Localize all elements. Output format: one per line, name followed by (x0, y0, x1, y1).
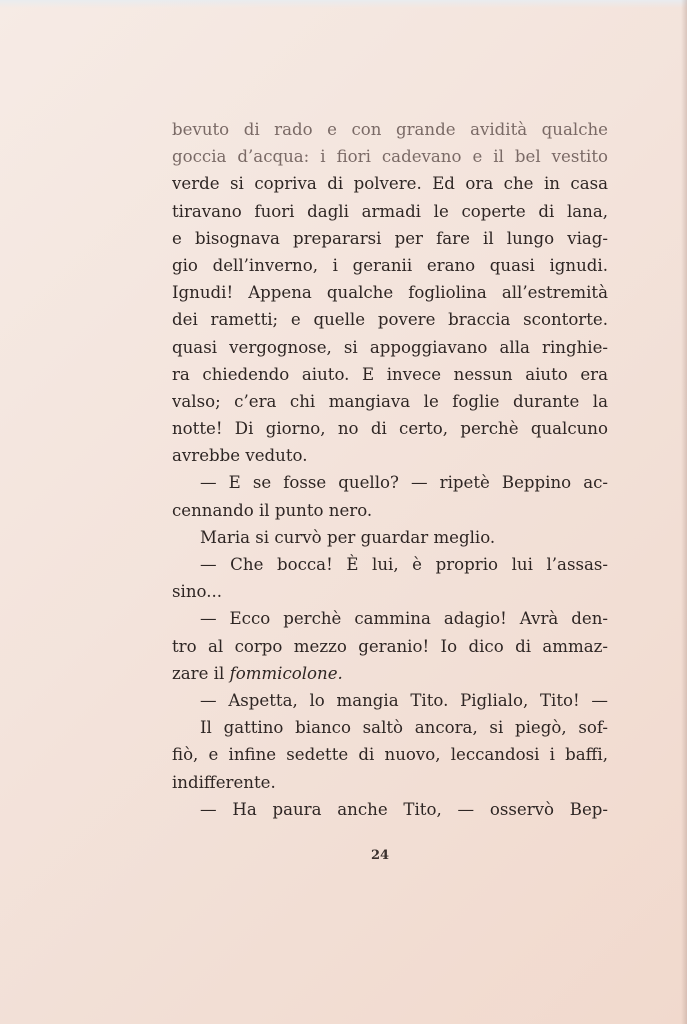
italic-word: fommicolone. (229, 663, 343, 683)
text-line: — Aspetta, lo mangia Tito. Piglialo, Tito! — (200, 690, 608, 710)
text-line: — Ha paura anche Tito, — osservò Bep- (200, 799, 608, 819)
text-line: fiò, e infine sedette di nuovo, leccandosi i baffi, (172, 745, 608, 765)
text-line: — Che bocca! È lui, è proprio lui l’assas- (200, 555, 608, 574)
text-line: quasi vergognose, si appoggiavano alla ringhie- (172, 337, 608, 357)
text-line: avrebbe veduto. (172, 446, 308, 466)
text-line-start: zare il (172, 663, 230, 683)
text-line: sino... (172, 582, 223, 602)
text-line: Ignudi! Appena qualche fogliolina all’estremità (172, 283, 608, 303)
text-line: — E se fosse quello? — ripetè Beppino ac- (200, 473, 608, 493)
text-line: Maria si curvò per guardar meglio. (200, 527, 496, 547)
text-line: goccia d’acqua: i fiori cadevano e il bel vestito (172, 147, 608, 167)
text-line: verde si copriva di polvere. Ed ora che in casa (172, 174, 608, 194)
body-text (172, 116, 608, 823)
text-line: Il gattino bianco saltò ancora, si piegò, sof- (200, 718, 608, 738)
text-line: ra chiedendo aiuto. E invece nessun aiuto era (172, 364, 608, 384)
text-line: indifferente. (172, 772, 276, 792)
text-line: bevuto di rado e con grande avidità qualche (172, 120, 608, 139)
text-line: e bisognava prepararsi per fare il lungo viag- (172, 228, 608, 248)
text-line: dei rametti; e quelle povere braccia scontorte. (172, 310, 608, 330)
text-line: — Ecco perchè cammina adagio! Avrà den- (200, 609, 608, 629)
text-line: notte! Di giorno, no di certo, perchè qualcuno (172, 419, 608, 439)
text-line: tro al corpo mezzo geranio! Io dico di ammaz- (172, 636, 608, 656)
text-line (172, 660, 608, 687)
text-line: tiravano fuori dagli armadi le coperte di lana, (172, 201, 608, 221)
text-line: gio dell’inverno, i geranii erano quasi ignudi. (172, 255, 608, 275)
page-right-edge (681, 0, 687, 1024)
text-line: valso; c’era chi mangiava le foglie durante la (172, 391, 608, 411)
page-top-edge (0, 0, 687, 8)
page-number: 24 (370, 848, 390, 863)
text-line: cennando il punto nero. (172, 500, 373, 520)
